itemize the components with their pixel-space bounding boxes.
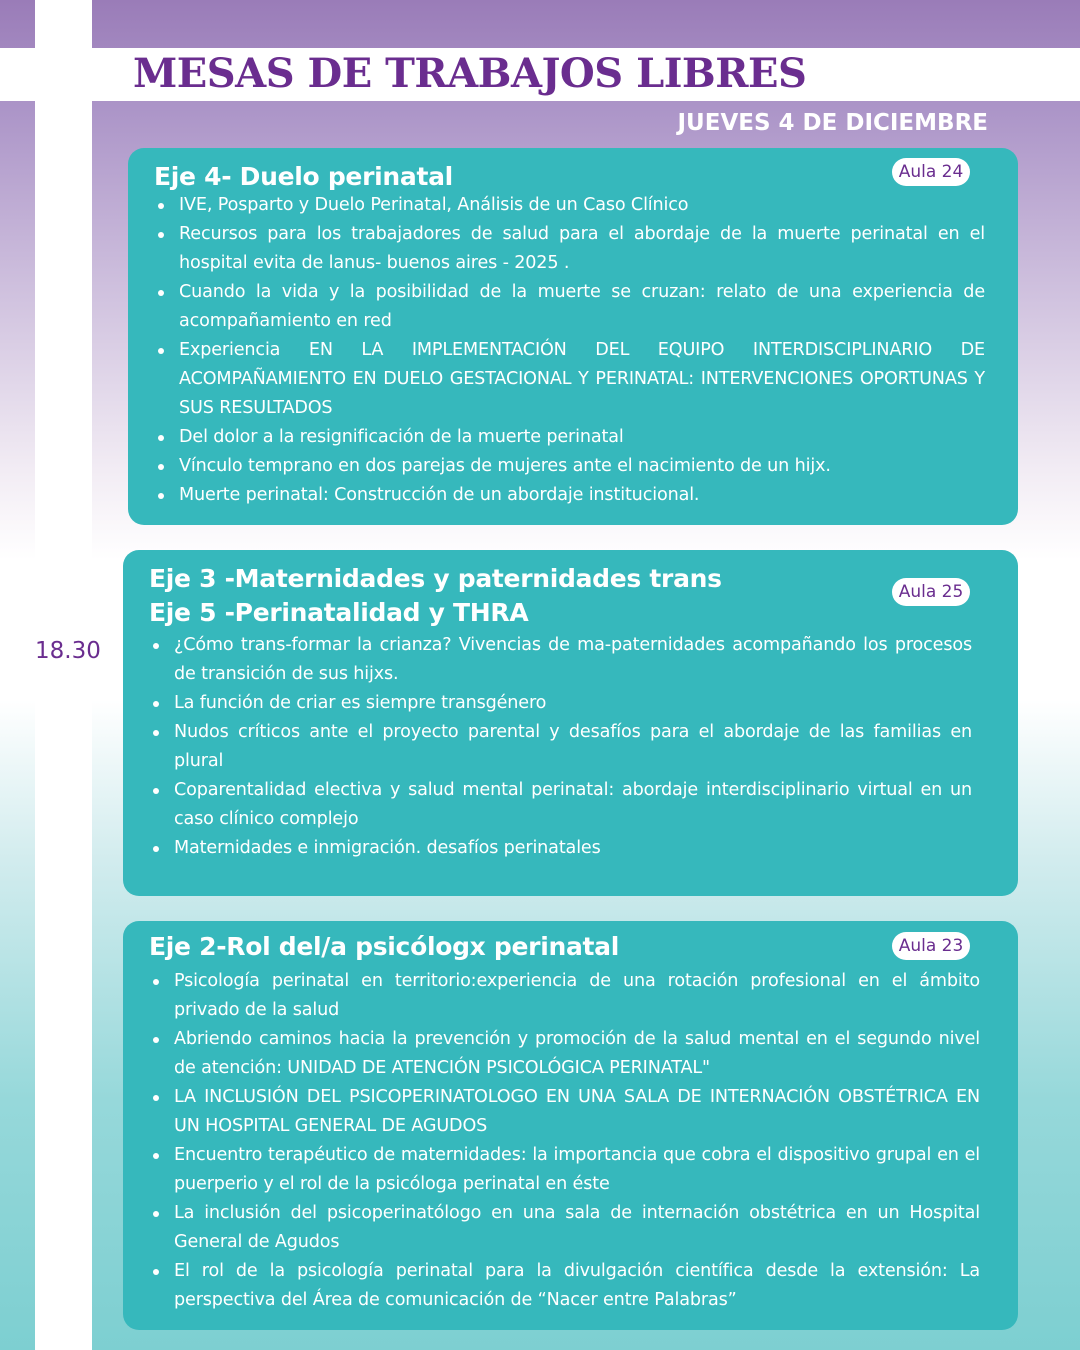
list-item: IVE, Posparto y Duelo Perinatal, Análisis de un Caso Clínico (154, 191, 985, 220)
paper-list (149, 967, 980, 1315)
timeline-bar (35, 0, 92, 1350)
room-badge: Aula 24 (892, 158, 970, 186)
paper-list (154, 191, 985, 510)
session-card-eje-4 (128, 148, 1018, 525)
list-item: Muerte perinatal: Construcción de un abordaje institucional. (154, 481, 985, 510)
paper-list (149, 631, 972, 863)
list-item: Maternidades e inmigración. desafíos perinatales (149, 834, 972, 863)
list-item: Experiencia EN LA IMPLEMENTACIÓN DEL EQUIPO INTERDISCIPLINARIO DE ACOMPAÑAMIENTO EN DUELO GESTACIONAL Y PERINATAL: INTERVENCIONES OPORTUNAS Y SUS RESULTADOS (154, 336, 985, 423)
page-title: MESAS DE TRABAJOS LIBRES (133, 50, 807, 97)
session-time: 18.30 (35, 638, 101, 664)
room-badge: Aula 25 (892, 578, 970, 606)
list-item: Abriendo caminos hacia la prevención y promoción de la salud mental en el segundo nivel de atención: UNIDAD DE ATENCIÓN PSICOLÓGICA PERINATAL" (149, 1025, 980, 1083)
room-badge: Aula 23 (892, 932, 970, 960)
card-title: Eje 4- Duelo perinatal (154, 162, 453, 191)
card-title: Eje 2-Rol del/a psicólogx perinatal (149, 932, 620, 961)
list-item: El rol de la psicología perinatal para la divulgación científica desde la extensión: La perspectiva del Área de comunicación de “Nacer entre Palabras” (149, 1257, 980, 1315)
card-subtitle: Eje 5 -Perinatalidad y THRA (149, 598, 529, 627)
list-item: LA INCLUSIÓN DEL PSICOPERINATOLOGO EN UNA SALA DE INTERNACIÓN OBSTÉTRICA EN UN HOSPITAL GENERAL DE AGUDOS (149, 1083, 980, 1141)
card-title: Eje 3 -Maternidades y paternidades trans (149, 564, 722, 593)
session-card-eje-3-5 (123, 550, 1018, 896)
list-item: Del dolor a la resignificación de la muerte perinatal (154, 423, 985, 452)
list-item: La inclusión del psicoperinatólogo en una sala de internación obstétrica en un Hospital General de Agudos (149, 1199, 980, 1257)
list-item: Coparentalidad electiva y salud mental perinatal: abordaje interdisciplinario virtual en un caso clínico complejo (149, 776, 972, 834)
session-card-eje-2 (123, 921, 1018, 1330)
list-item: La función de criar es siempre transgénero (149, 689, 972, 718)
list-item: Recursos para los trabajadores de salud para el abordaje de la muerte perinatal en el hospital evita de lanus- buenos aires - 2025 . (154, 220, 985, 278)
event-date: JUEVES 4 DE DICIEMBRE (677, 110, 988, 136)
list-item: ¿Cómo trans-formar la crianza? Vivencias de ma-paternidades acompañando los procesos de transición de sus hijxs. (149, 631, 972, 689)
list-item: Nudos críticos ante el proyecto parental y desafíos para el abordaje de las familias en plural (149, 718, 972, 776)
list-item: Psicología perinatal en territorio:experiencia de una rotación profesional en el ámbito privado de la salud (149, 967, 980, 1025)
list-item: Cuando la vida y la posibilidad de la muerte se cruzan: relato de una experiencia de acompañamiento en red (154, 278, 985, 336)
list-item: Vínculo temprano en dos parejas de mujeres ante el nacimiento de un hijx. (154, 452, 985, 481)
list-item: Encuentro terapéutico de maternidades: la importancia que cobra el dispositivo grupal en el puerperio y el rol de la psicóloga perinatal en éste (149, 1141, 980, 1199)
